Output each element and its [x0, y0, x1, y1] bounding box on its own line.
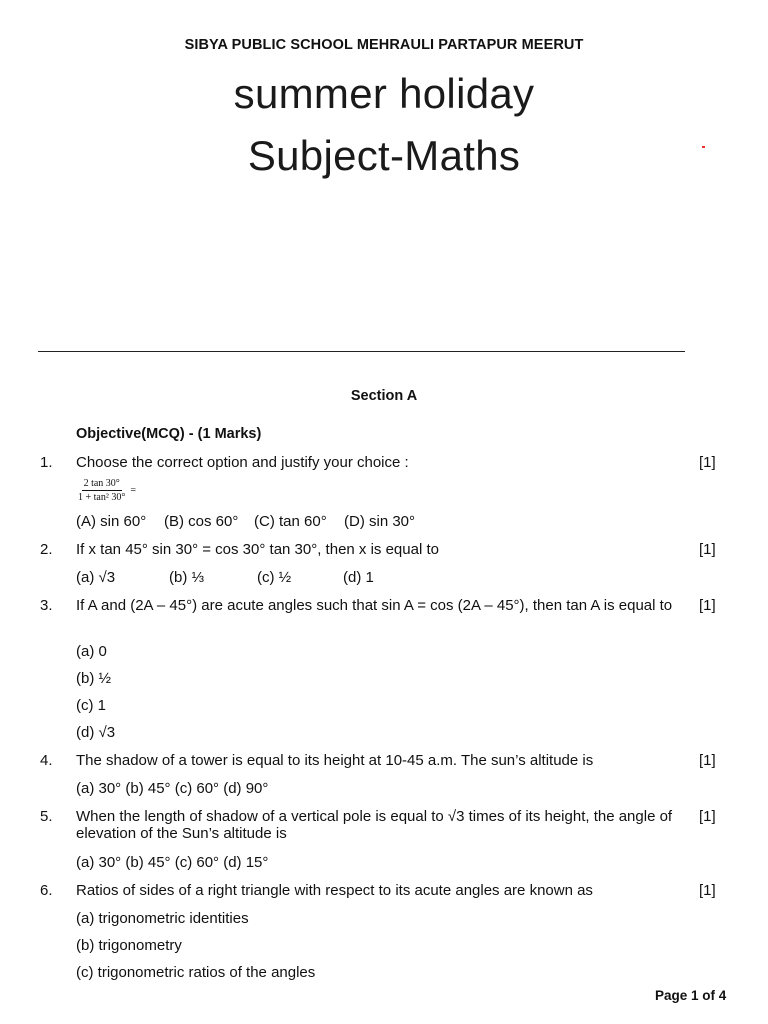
- option: (b) trigonometry: [76, 937, 182, 954]
- option: (B) cos 60°: [164, 513, 239, 530]
- question-number: 6.: [40, 882, 53, 899]
- question-number: 2.: [40, 541, 53, 558]
- question-text: When the length of shadow of a vertical pole is equal to √3 times of its height, the angle of elevation of the Sun’s altitude is: [76, 808, 673, 842]
- section-title: Section A: [350, 388, 418, 404]
- banner-artifact: [702, 146, 705, 148]
- option: (a) trigonometric identities: [76, 910, 249, 927]
- page-number: Page 1 of 4: [655, 988, 727, 1003]
- question-text: If x tan 45° sin 30° = cos 30° tan 30°, then x is equal to: [76, 541, 439, 558]
- question-text: Choose the correct option and justify your choice :: [76, 454, 409, 471]
- question-marks: [1]: [699, 752, 716, 769]
- question-text: Ratios of sides of a right triangle with respect to its acute angles are known as: [76, 882, 593, 899]
- option: (a) √3: [76, 569, 116, 586]
- section-subtitle: Objective(MCQ) - (1 Marks): [76, 426, 262, 442]
- question-number: 3.: [40, 597, 53, 614]
- banner-subject: Subject-Maths: [247, 132, 521, 179]
- option: (A) sin 60°: [76, 513, 147, 530]
- option: (C) tan 60°: [254, 513, 327, 530]
- formula: [76, 478, 136, 503]
- question-number: 5.: [40, 808, 53, 825]
- formula-numerator: 2 tan 30°: [83, 478, 120, 489]
- question-number: 1.: [40, 454, 53, 471]
- options-line: (a) 30° (b) 45° (c) 60° (d) 90°: [76, 780, 269, 797]
- option: (b) ⅓: [169, 569, 205, 586]
- option: (d) 1: [343, 569, 374, 586]
- option: (c) trigonometric ratios of the angles: [76, 964, 316, 981]
- option: (a) 0: [76, 643, 107, 660]
- divider: [38, 351, 685, 352]
- question-marks: [1]: [699, 882, 716, 899]
- question-marks: [1]: [699, 541, 716, 558]
- options-line: (a) 30° (b) 45° (c) 60° (d) 15°: [76, 854, 269, 871]
- option: (d) √3: [76, 724, 116, 741]
- question-text: The shadow of a tower is equal to its height at 10-45 a.m. The sun’s altitude is: [76, 752, 594, 769]
- formula-denominator: 1 + tan² 30°: [78, 492, 126, 503]
- formula-equals: =: [130, 485, 136, 496]
- option: (D) sin 30°: [344, 513, 416, 530]
- banner-title: summer holiday: [233, 70, 535, 117]
- question-marks: [1]: [699, 808, 716, 825]
- question-text: If A and (2A – 45°) are acute angles such that sin A = cos (2A – 45°), then tan A is equal to: [76, 597, 673, 614]
- option: (c) ½: [257, 569, 292, 586]
- question-marks: [1]: [699, 597, 716, 614]
- question-number: 4.: [40, 752, 53, 769]
- option: (b) ½: [76, 670, 112, 687]
- question-marks: [1]: [699, 454, 716, 471]
- school-name: SIBYA PUBLIC SCHOOL MEHRAULI PARTAPUR MEERUT: [184, 37, 584, 53]
- option: (c) 1: [76, 697, 106, 714]
